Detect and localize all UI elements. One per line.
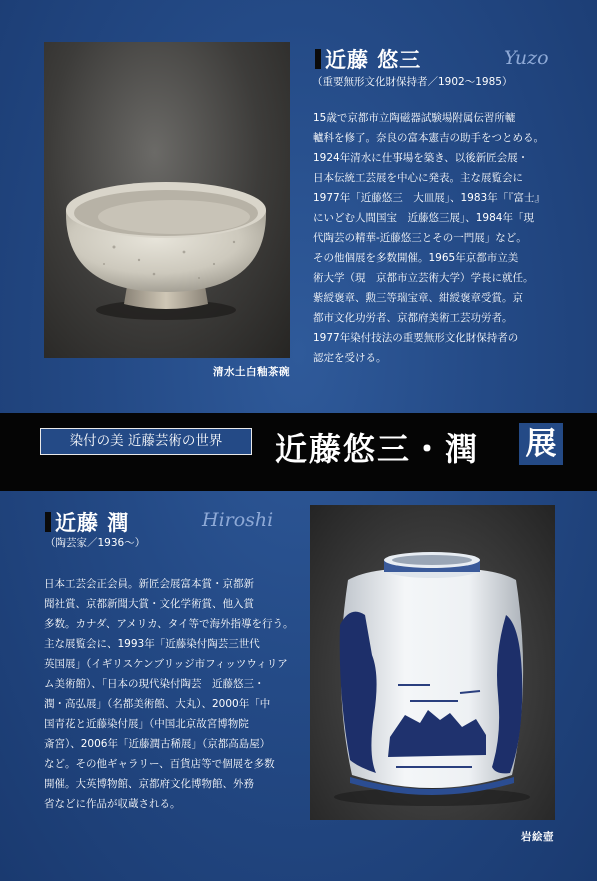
bio-line: その他個展を多数開催。1965年京都市立美 bbox=[313, 252, 519, 264]
artist2-name-jp: 近藤 潤 bbox=[55, 510, 130, 535]
bio-line: 認定を受ける。 bbox=[313, 352, 387, 364]
tea-bowl-photo bbox=[44, 42, 290, 358]
jar-image bbox=[310, 505, 555, 820]
artist1-bio bbox=[313, 108, 545, 368]
bio-line: など。その他ギャラリー、百貨店等で個展を多数 bbox=[44, 758, 275, 770]
exhibition-title-box: 展 bbox=[519, 423, 563, 465]
tea-bowl-caption: 清水土白釉茶碗 bbox=[213, 366, 290, 378]
bio-line: 代陶芸の精華-近藤悠三とその一門展」など。 bbox=[313, 232, 527, 244]
artist1-subtitle: （重要無形文化財保持者／1902〜1985） bbox=[312, 76, 513, 88]
artist1-name bbox=[315, 44, 421, 74]
bio-line: 英国展」（イギリスケンブリッジ市フィッツウィリア bbox=[44, 658, 288, 670]
bio-line: 聞社賞、京都新聞大賞・文化学術賞、他入賞 bbox=[44, 598, 254, 610]
bio-line: 潤・高弘展」（名都美術館、大丸）、2000年「中 bbox=[44, 698, 271, 710]
tea-bowl-image bbox=[44, 42, 290, 358]
exhibition-tagline: 染付の美 近藤芸術の世界 bbox=[40, 428, 252, 455]
bio-line: 轤科を修了。奈良の富本憲吉の助手をつとめる。 bbox=[313, 132, 544, 144]
artist2-bio bbox=[44, 574, 293, 814]
artist2-subtitle: （陶芸家／1936〜） bbox=[45, 537, 146, 549]
bio-line: 術大学（現 京都市立芸術大学）学長に就任。 bbox=[313, 272, 534, 284]
heading-marker bbox=[45, 512, 51, 532]
bio-line: 多数。カナダ、アメリカ、タイ等で海外指導を行う。 bbox=[44, 618, 294, 630]
bio-line: 1924年清水に仕事場を築き、以後新匠会展・ bbox=[313, 152, 529, 164]
heading-marker bbox=[315, 49, 321, 69]
jar-caption: 岩絵壺 bbox=[521, 831, 554, 843]
bio-line: 開催。大英博物館、京都府文化博物館、外務 bbox=[44, 778, 254, 790]
bio-line: 都市文化功労者、京都府美術工芸功労者。 bbox=[313, 312, 513, 324]
artist1-name-en: Yuzo bbox=[504, 47, 549, 69]
bio-line: 1977年染付技法の重要無形文化財保持者の bbox=[313, 332, 519, 344]
bio-line: 斎宮）、2006年「近藤潤古稀展」（京都高島屋） bbox=[44, 738, 271, 750]
bio-line: ム美術館）、「日本の現代染付陶芸 近藤悠三・ bbox=[44, 678, 265, 690]
exhibition-title: 近藤悠三・潤 bbox=[275, 430, 480, 468]
bio-line: 1977年「近藤悠三 大皿展」、1983年「『富士』 bbox=[313, 192, 545, 204]
artist1-name-jp: 近藤 悠三 bbox=[325, 47, 422, 72]
artist2-name bbox=[45, 507, 129, 537]
bio-line: 国青花と近藤染付展」（中国北京故宮博物院 bbox=[44, 718, 249, 730]
bio-line: 主な展覧会に、1993年「近藤染付陶芸三世代 bbox=[44, 638, 260, 650]
jar-photo bbox=[310, 505, 555, 820]
bio-line: 省などに作品が収蔵される。 bbox=[44, 798, 181, 810]
bio-line: 紫綬褒章、勲三等瑞宝章、紺綬褒章受賞。京 bbox=[313, 292, 523, 304]
bio-line: にいどむ人間国宝 近藤悠三展」、1984年「現 bbox=[313, 212, 534, 224]
bio-line: 15歳で京都市立陶磁器試験場附属伝習所轆 bbox=[313, 112, 516, 124]
bio-line: 日本工芸会正会員。新匠会展富本賞・京都新 bbox=[44, 578, 254, 590]
artist2-name-en: Hiroshi bbox=[202, 509, 274, 531]
bio-line: 日本伝統工芸展を中心に発表。主な展覧会に bbox=[313, 172, 523, 184]
